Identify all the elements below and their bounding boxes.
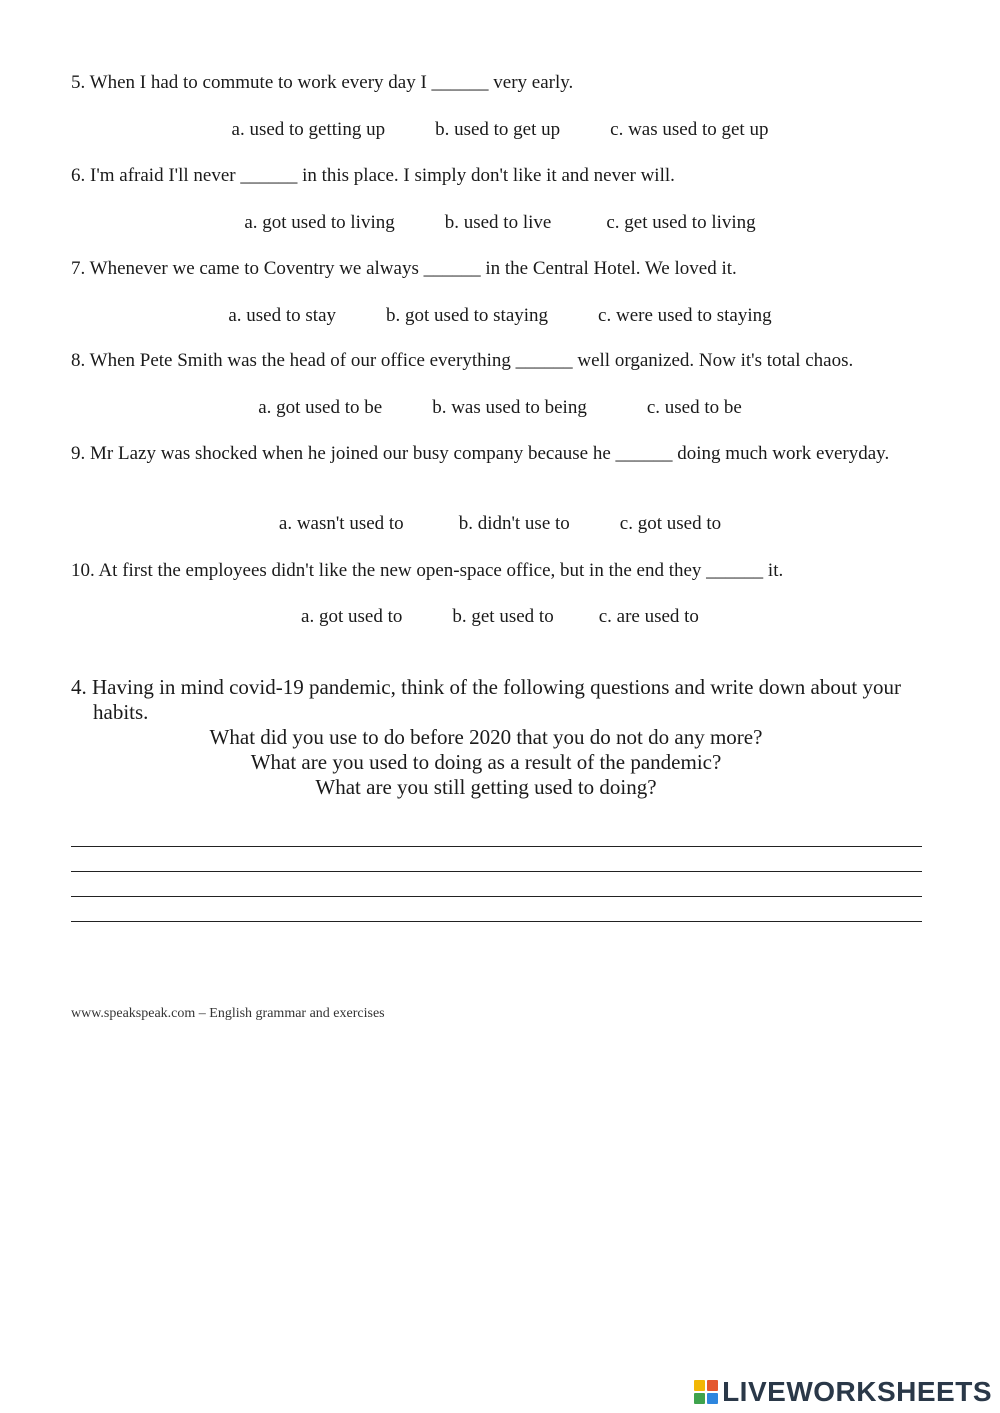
option-b[interactable]: b. get used to	[452, 606, 554, 627]
task-4-heading: 4. Having in mind covid-19 pandemic, think of the following questions and write down about your habits.	[71, 675, 901, 724]
option-a[interactable]: a. used to getting up	[231, 119, 386, 140]
option-c[interactable]: c. got used to	[619, 513, 722, 534]
option-b[interactable]: b. didn't use to	[458, 513, 570, 534]
logo-wordmark: LIVEWORKSHEETS	[722, 1376, 992, 1407]
option-a[interactable]: a. got used to be	[258, 397, 383, 418]
question-5: 5. When I had to commute to work every day I ______ very early.	[71, 72, 574, 93]
question-9-options	[0, 512, 1000, 535]
question-7: 7. Whenever we came to Coventry we always ______ in the Central Hotel. We loved it.	[71, 258, 737, 279]
task-4-prompt-2: What are you used to doing as a result of the pandemic?	[250, 750, 722, 774]
option-c[interactable]: c. are used to	[598, 606, 699, 627]
logo-cubes-icon	[694, 1380, 718, 1404]
question-7-options	[0, 304, 1000, 327]
option-a[interactable]: a. wasn't used to	[278, 513, 404, 534]
answer-line[interactable]	[71, 871, 922, 872]
option-b[interactable]: b. used to live	[444, 212, 552, 233]
option-c[interactable]: c. used to be	[646, 397, 742, 418]
option-b[interactable]: b. used to get up	[435, 119, 561, 140]
answer-line[interactable]	[71, 921, 922, 922]
question-8-options	[0, 396, 1000, 419]
question-6: 6. I'm afraid I'll never ______ in this place. I simply don't like it and never will.	[71, 165, 675, 186]
question-6-options	[0, 211, 1000, 234]
footer-source: www.speakspeak.com – English grammar and exercises	[71, 1006, 385, 1021]
task-4-prompt-3: What are you still getting used to doing?	[315, 775, 657, 799]
option-c[interactable]: c. was used to get up	[610, 119, 769, 140]
option-a[interactable]: a. got used to living	[244, 212, 395, 233]
option-c[interactable]: c. get used to living	[606, 212, 756, 233]
answer-line[interactable]	[71, 846, 922, 847]
option-b[interactable]: b. was used to being	[432, 397, 587, 418]
task-4	[71, 675, 901, 800]
question-9: 9. Mr Lazy was shocked when he joined our busy company because he ______ doing much work everyday.	[71, 443, 890, 464]
question-10: 10. At first the employees didn't like the new open-space office, but in the end they ______ it.	[71, 560, 784, 581]
option-a[interactable]: a. used to stay	[228, 305, 337, 326]
question-8: 8. When Pete Smith was the head of our office everything ______ well organized. Now it's total chaos.	[71, 350, 854, 371]
option-c[interactable]: c. were used to staying	[598, 305, 772, 326]
answer-line[interactable]	[71, 896, 922, 897]
option-a[interactable]: a. got used to	[301, 606, 403, 627]
question-10-options	[0, 605, 1000, 628]
option-b[interactable]: b. got used to staying	[386, 305, 549, 326]
liveworksheets-logo	[694, 1377, 992, 1407]
question-5-options	[0, 118, 1000, 141]
task-4-prompt-1: What did you use to do before 2020 that you do not do any more?	[209, 725, 763, 749]
